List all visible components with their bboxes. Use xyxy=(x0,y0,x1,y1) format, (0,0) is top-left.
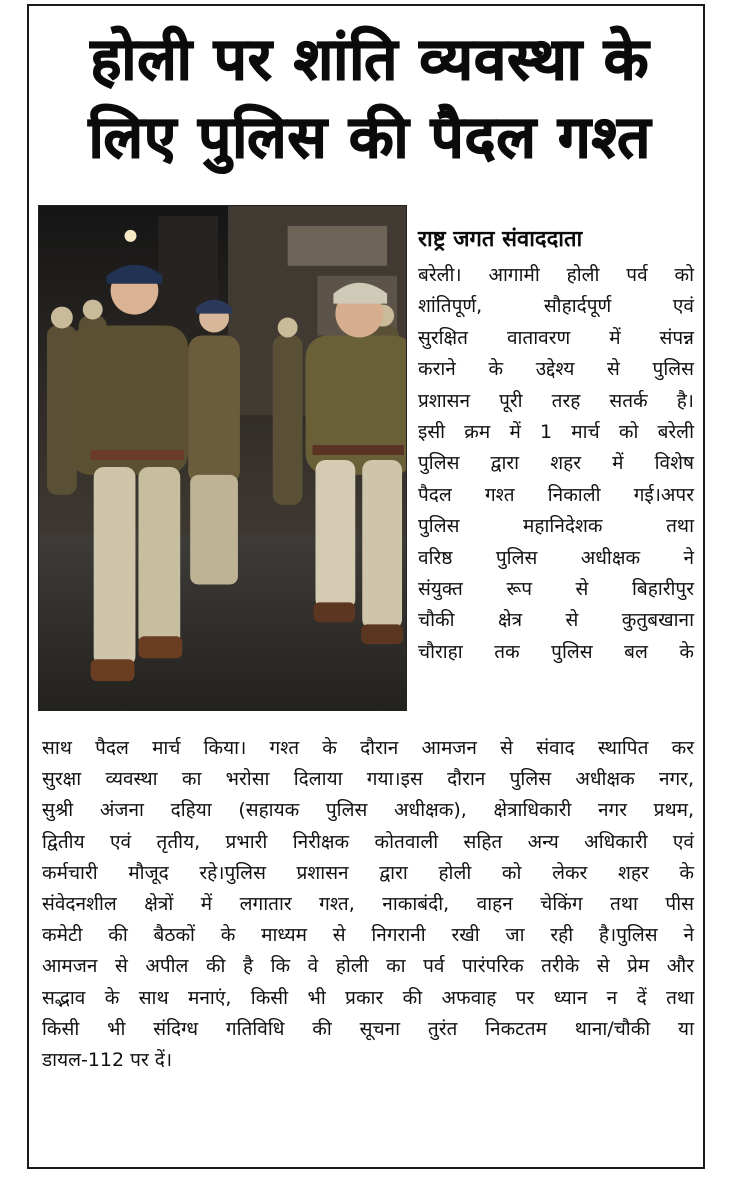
body-line: साथ पैदल मार्च किया। गश्त के दौरान आमजन से संवाद स्थापित कर xyxy=(42,737,694,759)
body-line: किसी भी संदिग्ध गतिविधि की सूचना तुरंत निकटतम थाना/चौकी या xyxy=(42,1017,694,1040)
column-line: संयुक्त रूप से बिहारीपुर xyxy=(418,578,694,601)
body-line: आमजन से अपील की है कि वे होली का पर्व पारंपरिक तरीके से प्रेम और xyxy=(42,955,694,978)
headline-line-1: होली पर शांति व्यवस्था के xyxy=(90,25,650,93)
headline-line-2: लिए पुलिस की पैदल गश्त xyxy=(88,103,652,171)
police-patrol-photo xyxy=(38,205,407,711)
police-foot-patrol-photo-icon xyxy=(39,206,406,710)
column-line: चौकी क्षेत्र से कुतुबखाना xyxy=(418,609,694,632)
body-line: सुरक्षा व्यवस्था का भरोसा दिलाया गया।इस दौरान पुलिस अधीक्षक नगर, xyxy=(42,768,694,791)
column-line: प्रशासन पूरी तरह सतर्क है। xyxy=(418,389,694,412)
headline xyxy=(45,20,695,176)
column-line: सुरक्षित वातावरण में संपन्न xyxy=(418,326,694,349)
column-line: कराने के उद्देश्य से पुलिस xyxy=(418,358,694,381)
body-line: सुश्री अंजना दहिया (सहायक पुलिस अधीक्षक), क्षेत्राधिकारी नगर प्रथम, xyxy=(42,799,694,822)
column-line: पुलिस महानिदेशक तथा xyxy=(418,515,694,538)
body-line: द्वितीय एवं तृतीय, प्रभारी निरीक्षक कोतवाली सहित अन्य अधिकारी एवं xyxy=(42,830,694,853)
column-line: पैदल गश्त निकाली गई।अपर xyxy=(418,483,694,506)
column-line: चौराहा तक पुलिस बल के xyxy=(418,640,694,663)
body-line: कर्मचारी मौजूद रहे।पुलिस प्रशासन द्वारा होली को लेकर शहर के xyxy=(42,861,694,884)
article-body-full-width xyxy=(42,733,694,1076)
body-line: कमेटी की बैठकों के माध्यम से निगरानी रखी जा रही है।पुलिस ने xyxy=(42,924,694,947)
byline: राष्ट्र जगत संवाददाता xyxy=(418,227,583,252)
body-line: सद्भाव के साथ मनाएं, किसी भी प्रकार की अफवाह पर ध्यान न दें तथा xyxy=(42,986,694,1009)
body-line: डायल-112 पर दें। xyxy=(42,1049,173,1072)
article-column xyxy=(418,260,694,668)
column-line: वरिष्ठ पुलिस अधीक्षक ने xyxy=(418,546,694,569)
column-line: बरेली। आगामी होली पर्व को xyxy=(418,264,694,286)
body-line: संवेदनशील क्षेत्रों में लगातार गश्त, नाकाबंदी, वाहन चेकिंग तथा पीस xyxy=(42,893,694,916)
news-clipping xyxy=(27,4,705,1169)
column-line: इसी क्रम में 1 मार्च को बरेली xyxy=(418,421,694,444)
column-line: शांतिपूर्ण, सौहार्दपूर्ण एवं xyxy=(418,295,694,318)
column-line: पुलिस द्वारा शहर में विशेष xyxy=(418,452,694,475)
